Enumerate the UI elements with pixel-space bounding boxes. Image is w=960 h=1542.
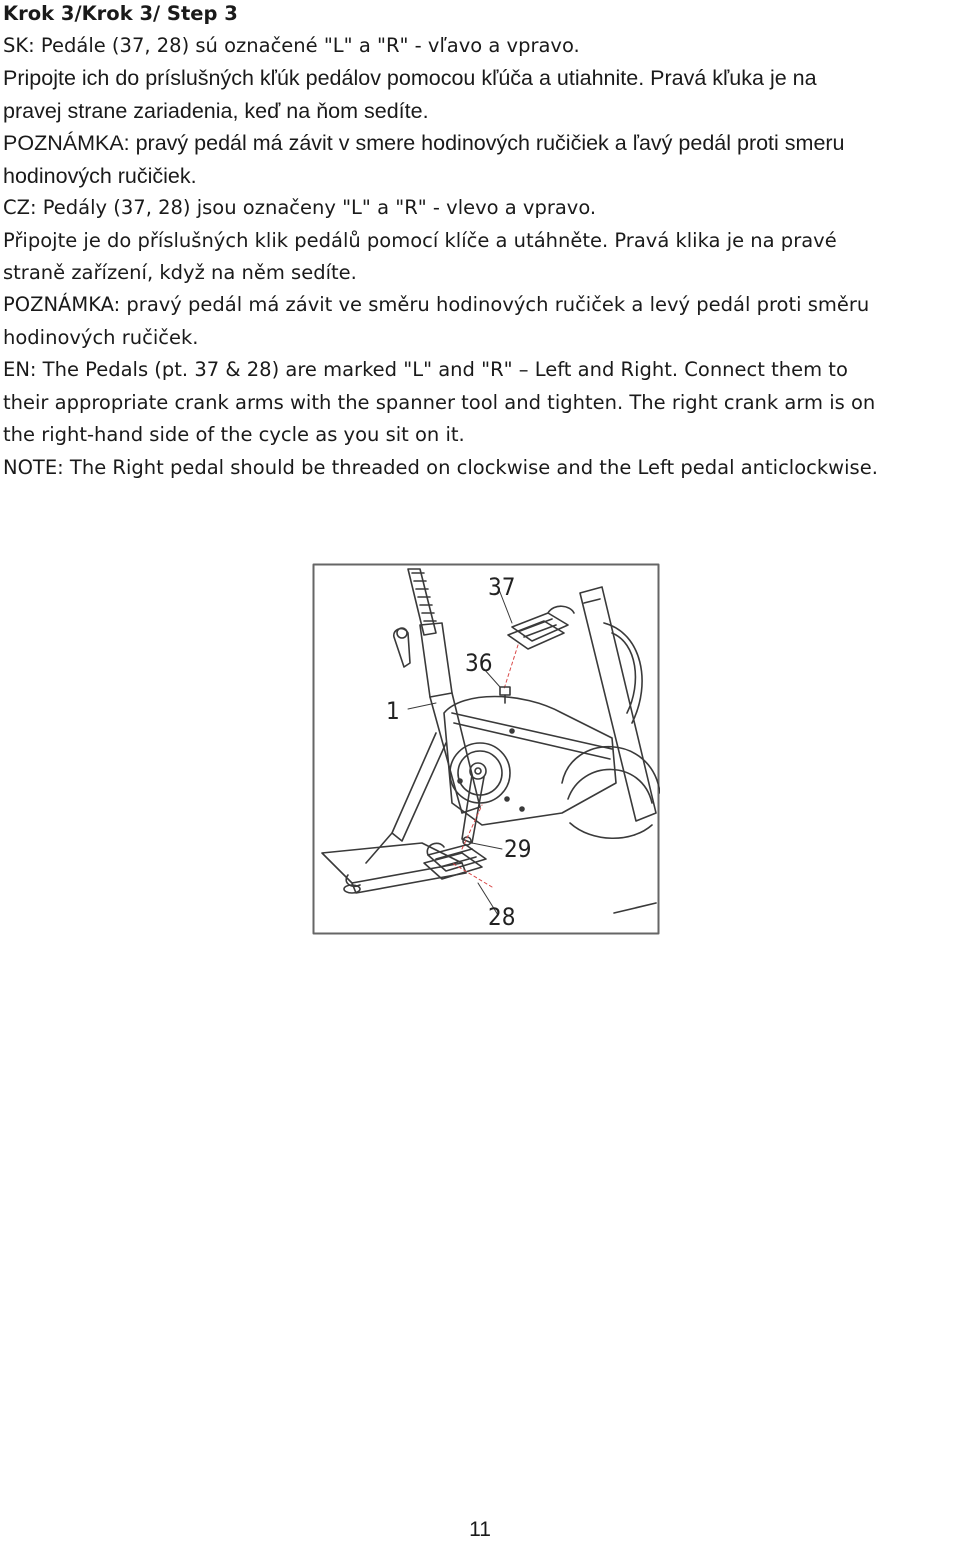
seat-tube	[392, 693, 480, 841]
cz-note-line-2: hodinových ručiček.	[3, 326, 199, 349]
callout-36: 36	[465, 649, 493, 677]
sk-note-line-2: hodinových ručičiek.	[3, 164, 197, 188]
step-heading: Krok 3/Krok 3/ Step 3	[3, 2, 238, 25]
sk-line-3: pravej strane zariadenia, keď na ňom sedíte.	[3, 99, 429, 123]
en-line-2: their appropriate crank arms with the spanner tool and tighten. The right crank arm is on	[3, 391, 876, 414]
exercise-bike-pedal-diagram	[312, 563, 660, 935]
part-36	[500, 687, 510, 703]
cz-line-2: Připojte je do příslušných klik pedálů pomocí klíče a utáhněte. Pravá klika je na pravé	[3, 229, 837, 252]
cz-line-1: CZ: Pedály (37, 28) jsou označeny "L" a "R" - vlevo a vpravo.	[3, 196, 597, 219]
en-note-line: NOTE: The Right pedal should be threaded on clockwise and the Left pedal anticlockwise.	[3, 456, 878, 479]
callout-28: 28	[488, 903, 516, 931]
callout-29: 29	[504, 835, 532, 863]
callout-37: 37	[488, 573, 516, 601]
flywheel	[562, 747, 660, 839]
sk-line-1: SK: Pedále (37, 28) sú označené "L" a "R" - vľavo a vpravo.	[3, 34, 580, 57]
page-number: 11	[469, 1518, 491, 1541]
crank-assembly	[450, 743, 510, 845]
sk-line-2: Pripojte ich do príslušných kľúk pedálov pomocou kľúča a utiahnite. Pravá kľuka je na	[3, 66, 817, 90]
pedal-37	[508, 606, 574, 649]
callout-1: 1	[386, 697, 400, 725]
sk-note-line-1: POZNÁMKA: pravý pedál má závit v smere hodinových ručičiek a ľavý pedál proti smeru	[3, 131, 845, 155]
cz-line-3: straně zařízení, když na něm sedíte.	[3, 261, 357, 284]
cz-note-line-1: POZNÁMKA: pravý pedál má závit ve směru hodinových ručiček a levý pedál proti směru	[3, 293, 870, 316]
seat-post	[394, 569, 452, 697]
diagram-border	[314, 565, 659, 934]
en-line-1: EN: The Pedals (pt. 37 & 28) are marked "L" and "R" – Left and Right. Connect them to	[3, 358, 848, 381]
en-line-3: the right-hand side of the cycle as you sit on it.	[3, 423, 465, 446]
frame-body	[444, 697, 616, 826]
